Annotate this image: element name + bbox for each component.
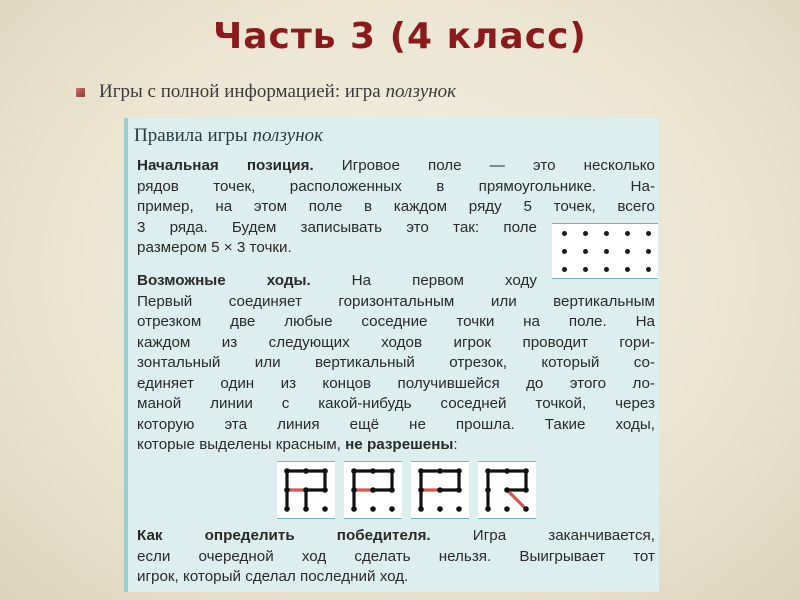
bullet-item	[76, 80, 456, 104]
figure-dot	[303, 487, 309, 493]
p2-bold: Возможные ходы.	[137, 272, 311, 289]
figure-dot	[389, 468, 395, 474]
card-heading-prefix: Правила игры	[134, 125, 253, 146]
figure-dot	[437, 506, 443, 512]
grid-dot	[646, 249, 651, 254]
example-figure-3-drawing	[411, 462, 469, 518]
p2-line-7: которую эта линия ещё не прошла. Такие ходы,	[137, 415, 655, 433]
bullet-text	[99, 81, 456, 103]
example-figure-4	[478, 461, 536, 519]
p1-line-1: рядов точек, расположенных в прямоугольнике. На-	[137, 177, 655, 195]
example-figure-4-drawing	[478, 462, 536, 518]
bullet-prefix: Игры с полной информацией: игра	[99, 81, 386, 102]
example-figure-3	[411, 461, 469, 519]
example-figure-2	[344, 461, 402, 519]
figure-dot	[456, 506, 462, 512]
paragraph-moves	[137, 271, 537, 292]
figure-dot	[456, 487, 462, 493]
p2-line-2: отрезком две любые соседние точки на поле. На	[137, 313, 655, 330]
grid-dot	[562, 249, 567, 254]
figure-dot	[370, 506, 376, 512]
figure-dot	[437, 487, 443, 493]
figure-dot	[437, 468, 443, 474]
p3-line-0: Игра заканчивается,	[430, 527, 655, 544]
figure-dot	[389, 506, 395, 512]
p1-bold: Начальная позиция.	[137, 157, 314, 174]
grid-dot	[562, 267, 567, 272]
figure-dot	[418, 487, 424, 493]
figure-dot	[504, 468, 510, 474]
grid-example-5x3	[552, 223, 658, 279]
figure-dot	[303, 468, 309, 474]
figure-dot	[389, 487, 395, 493]
paragraph-start-position-cont	[137, 218, 537, 259]
figure-dot	[322, 487, 328, 493]
grid-dot	[625, 249, 630, 254]
grid-dot	[625, 231, 630, 236]
p2-line-1: Первый соединяет горизонтальным или вертикальным	[137, 292, 655, 310]
rules-card	[124, 118, 659, 592]
p2-line-6: маной линии с какой-нибудь соседней точкой, через	[137, 395, 655, 412]
figure-dot	[284, 487, 290, 493]
paragraph-moves-cont	[137, 292, 655, 456]
grid-dot	[604, 249, 609, 254]
card-heading	[134, 126, 323, 147]
card-heading-italic: ползунок	[252, 125, 324, 146]
p3-line-2: игрок, который сделал последний ход.	[137, 568, 409, 585]
grid-dot	[604, 231, 609, 236]
example-figure-1	[277, 461, 335, 519]
p1-line-2: пример, на этом поле в каждом ряду 5 точек, всего	[137, 198, 655, 215]
figure-dot	[523, 506, 529, 512]
grid-dot	[583, 231, 588, 236]
grid-dot	[583, 267, 588, 272]
p2-line-3: каждом из следующих ходов игрок проводит гори-	[137, 333, 655, 351]
p1-line-3: 3 ряда. Будем записывать это так: поле	[137, 218, 537, 236]
grid-dot	[625, 267, 630, 272]
grid-dot	[583, 249, 588, 254]
forbidden-move	[507, 490, 526, 509]
figure-dot	[351, 487, 357, 493]
paragraph-winner	[137, 526, 655, 588]
grid-dot	[646, 231, 651, 236]
figure-dot	[370, 487, 376, 493]
p1-line-0: Игровое поле — это несколько	[313, 157, 655, 174]
p2-last-suffix: :	[453, 436, 458, 453]
figure-dot	[370, 468, 376, 474]
figure-dot	[284, 506, 290, 512]
figure-dot	[504, 506, 510, 512]
p2-last-prefix: которые выделены красным,	[137, 436, 346, 453]
p3-line-1: если очередной ход сделать нельзя. Выигрывает тот	[137, 547, 655, 565]
p2-line-0: На первом ходу	[310, 272, 537, 289]
p3-bold: Как определить победителя.	[137, 527, 431, 544]
figure-dot	[456, 468, 462, 474]
p2-line-4: зонтальный или вертикальный отрезок, который со-	[137, 354, 655, 371]
p2-last-bold: не разрешены	[345, 436, 454, 453]
figure-dot	[284, 468, 290, 474]
slide-title: Часть 3 (4 класс)	[213, 16, 587, 57]
grid-dot	[646, 267, 651, 272]
figure-dot	[485, 506, 491, 512]
figure-dot	[322, 506, 328, 512]
figure-dot	[303, 506, 309, 512]
p2-line-5: единяет один из концов получившейся до этого ло-	[137, 374, 655, 392]
figure-dot	[485, 468, 491, 474]
grid-dot	[562, 231, 567, 236]
figure-dot	[485, 487, 491, 493]
figure-dot	[418, 468, 424, 474]
bullet-square-icon	[76, 88, 85, 97]
p1-line-4: размером 5 × 3 точки.	[137, 239, 292, 256]
paragraph-start-position	[137, 156, 655, 218]
example-figure-1-drawing	[277, 462, 335, 518]
figure-dot	[523, 487, 529, 493]
bullet-italic: ползунок	[385, 81, 457, 102]
figure-dot	[351, 506, 357, 512]
figure-dot	[504, 487, 510, 493]
figure-dot	[418, 506, 424, 512]
figure-dot	[523, 468, 529, 474]
figure-dot	[351, 468, 357, 474]
grid-dot	[604, 267, 609, 272]
example-figure-2-drawing	[344, 462, 402, 518]
figure-dot	[322, 468, 328, 474]
